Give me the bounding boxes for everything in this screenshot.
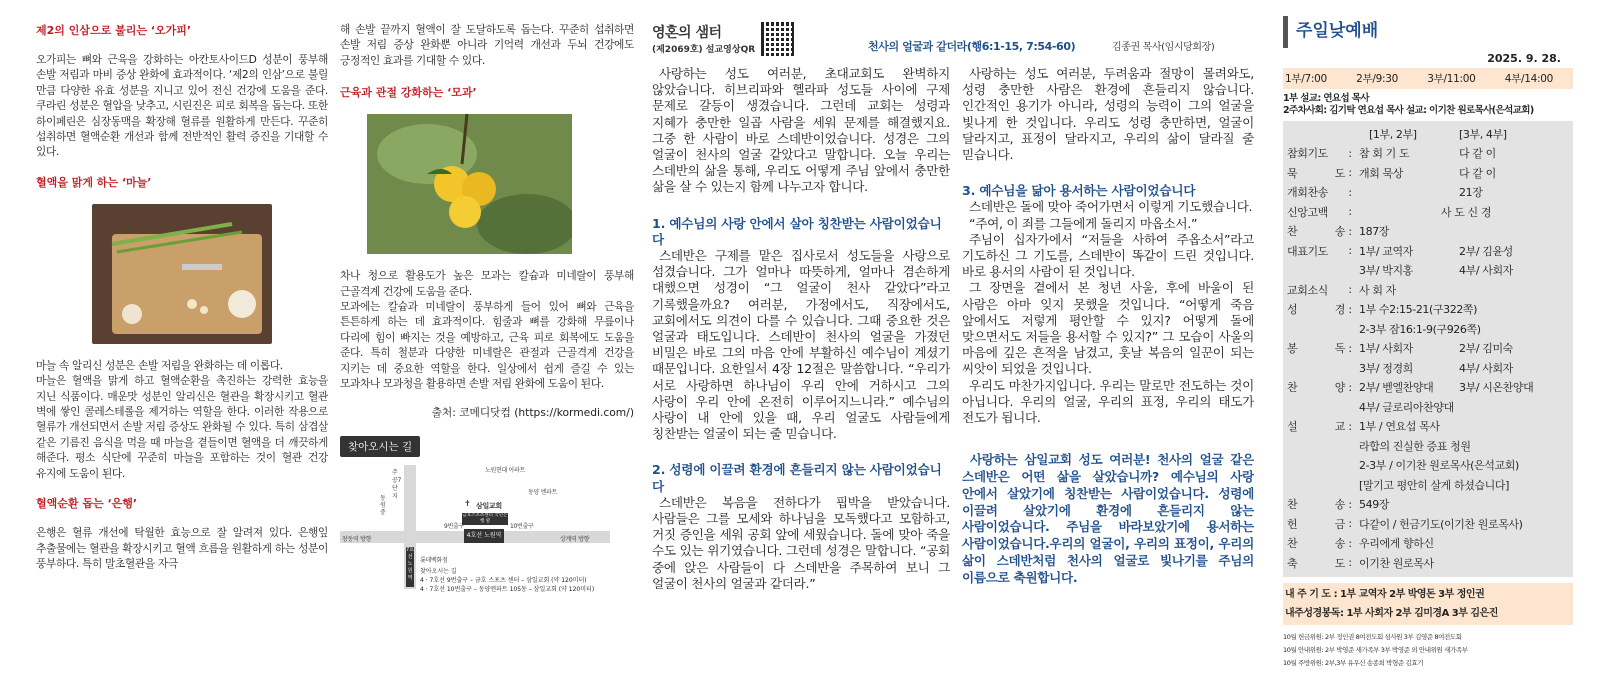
service-times xyxy=(1283,68,1573,89)
sermon-point-1: 1. 예수님의 사랑 안에서 살아 칭찬받는 사람이었습니다 xyxy=(652,215,942,247)
service-time-1: 1부/7:00 xyxy=(1285,73,1327,85)
order-row xyxy=(1283,300,1573,320)
source-credit: 출처: 코메디닷컴 (https://kormedi.com/) xyxy=(431,406,634,420)
map-label-apt: 노원현대 아파트 xyxy=(485,467,526,475)
order-colon: : xyxy=(1348,244,1352,258)
para-ginkgo-cont: 해 손발 끝까지 혈액이 잘 도달하도록 돕는다. 꾸준히 섭취하면 손발 저림 증상 완화뿐 아니라 기억력 개선과 두뇌 건강에도 긍정적인 효과를 기대할 수 있다. xyxy=(340,23,634,67)
sermon-point-2-body: 스데반은 복음을 전하다가 핍박을 받았습니다. 사람들은 그를 모세와 하나님을 모독했다고 모함하고, 거짓 증인을 세워 공회 앞에 세웠습니다. 돌에 맞아 죽을 수도 있는 위기였습니다. 그런데 성경은 말합니다. “공회 중에 앉은 사람들이 다 스데반을 주목하여 보니 그 얼굴이 천사의 얼굴과 같더라.” xyxy=(652,494,950,591)
order-value: 사 회 자 xyxy=(1359,283,1396,297)
sermon-column-1 xyxy=(652,0,950,680)
map-label-exit9: 9번출구 xyxy=(444,523,465,531)
order-head-1: [1부, 2부] xyxy=(1369,127,1417,141)
order-key: 찬 송 xyxy=(1287,498,1345,512)
order-row xyxy=(1283,475,1573,495)
order-value: 4부/ 글로리아찬양대 xyxy=(1359,400,1454,414)
order-value-1: 3부/ 박지홍 xyxy=(1359,264,1413,278)
order-row xyxy=(1283,144,1573,164)
volunteer-3: 10월 주방위원: 2부,3부 유우신 송종희 박형준 김효기 xyxy=(1283,658,1424,667)
prayer-line-2: 내주성경봉독: 1부 사회자 2부 김미경A 3부 김은진 xyxy=(1285,607,1498,619)
order-colon: : xyxy=(1348,283,1352,297)
order-table xyxy=(1283,121,1573,577)
map-label-dongyang: 동양 엔파트 xyxy=(528,489,558,497)
order-value: 1부 수2:15-21(구322쪽) xyxy=(1359,303,1478,317)
heading-garlic: 혈액을 맑게 하는 ‘마늘’ xyxy=(36,175,152,189)
health-column-1 xyxy=(36,22,328,680)
map-label-east: 상계역 방향 xyxy=(560,536,590,544)
order-colon: : xyxy=(1348,536,1352,550)
directions-label: 찾아오시는 길 xyxy=(340,436,420,457)
order-row xyxy=(1283,261,1573,281)
sermon-intro: 사랑하는 성도 여러분, 초대교회도 완벽하지 않았습니다. 히브리파와 헬라파 성도들 사이에 구제 문제로 갈등이 생겼습니다. 그런데 교회는 성령과 지혜가 충만한 일곱 사람을 세워 문제를 해결했지요. 그중 한 사람이 바로 스데반이었습니다. 성경은 그의 얼굴이 천사의 얼굴 같았다고 말합니다. 오늘 우리는 스데반의 삶을 통해, 우리도 어떻게 주님 앞에서 충만한 삶을 살 수 있는지 함께 나누고자 합니다. xyxy=(652,66,950,195)
map-label-west: 창동역 방향 xyxy=(342,536,372,544)
order-key: 찬 양 xyxy=(1287,381,1345,395)
heading-ginkgo: 혈액순환 돕는 ‘은행’ xyxy=(36,497,138,511)
order-row xyxy=(1283,397,1573,417)
order-head-2: [3부, 4부] xyxy=(1459,127,1507,141)
order-value: 라합의 진실한 증표 청원 xyxy=(1359,439,1471,453)
worship-order xyxy=(1283,0,1573,680)
order-value-2: 2부/ 김미숙 xyxy=(1459,342,1513,356)
heading-ogapi: 제2의 인삼으로 불리는 ‘오가피’ xyxy=(36,24,192,37)
order-key: 찬 송 xyxy=(1287,537,1345,551)
order-colon: : xyxy=(1348,556,1352,570)
church-map xyxy=(340,465,620,589)
order-key: 신앙고백 xyxy=(1287,205,1328,219)
order-row xyxy=(1283,436,1573,456)
map-label-church: 삼일교회 xyxy=(476,502,502,511)
map-church-icon: ✝ xyxy=(464,499,471,509)
sermon-point-3: 3. 예수님을 닮아 용서하는 사람이었습니다 xyxy=(962,183,1196,199)
order-row xyxy=(1283,534,1573,554)
order-key: 축 도 xyxy=(1287,556,1345,570)
order-row xyxy=(1283,339,1573,359)
order-value: 사 도 신 경 xyxy=(1440,205,1492,219)
order-row xyxy=(1283,553,1573,573)
order-key: 묵 도 xyxy=(1287,166,1345,180)
volunteer-2: 10월 안내위원: 2부 박영준 새가족부 3부 박영준 외 안내위원 새가족부 xyxy=(1283,645,1468,654)
heading-quince: 근육과 관절 강화하는 ‘모과’ xyxy=(340,86,477,100)
order-row xyxy=(1283,456,1573,476)
volunteer-info xyxy=(1283,631,1573,670)
order-value: 이기찬 원로목사 xyxy=(1359,556,1434,570)
health-column-2 xyxy=(340,22,634,680)
order-colon: : xyxy=(1348,380,1352,394)
order-colon: : xyxy=(1348,341,1352,355)
preacher-info xyxy=(1283,93,1573,117)
order-value: 187장 xyxy=(1359,225,1390,239)
order-colon: : xyxy=(1348,302,1352,316)
sermon-point-1-body: 스데반은 구제를 맡은 집사로서 성도들을 사랑으로 섬겼습니다. 그가 얼마나 따뜻하게, 얼마나 겸손하게 대했으면 성경이 “그 얼굴이 천사 같았다”라고 기록했을까요? 여러분, 가정에서도, 직장에서도, 교회에서도 의견이 다를 수 있습니다. 그때 중요한 것은 얼굴과 태도입니다. 스데반이 천사의 얼굴을 가졌던 비밀은 바로 그의 마음 안에 부활하신 예수님이 계셨기 때문입니다. 요한일서 4장 12절은 말씀합니다. “우리가 서로 사랑하면 하나님이 우리 안에 거하시고 그의 사랑이 우리 안에 온전히 이루어지느니라.” 예수님의 사랑이 내 안에 있을 때, 우리 얼굴도 사람들에게 칭찬받는 얼굴이 되는 줄 믿습니다. xyxy=(652,248,950,442)
map-label-line7: 7호선 노원역 xyxy=(406,547,414,587)
garlic-photo xyxy=(92,204,272,344)
worship-date: 2025. 9. 28. xyxy=(1487,52,1561,65)
order-row xyxy=(1283,417,1573,437)
order-row xyxy=(1283,241,1573,261)
order-colon: : xyxy=(1348,224,1352,238)
order-row xyxy=(1283,183,1573,203)
order-value: 2-3부 / 이기찬 원로목사(은석교회) xyxy=(1359,459,1519,473)
para-quince-summary: 차나 청으로 활용도가 높은 모과는 칼슘과 미네랄이 풍부해 근골격계 건강에 도움을 준다. xyxy=(340,269,634,298)
order-colon: : xyxy=(1348,205,1352,219)
order-value: 1부 / 연요섭 목사 xyxy=(1359,420,1440,434)
order-value-2: 다 같 이 xyxy=(1459,166,1496,180)
order-row xyxy=(1283,358,1573,378)
order-colon: : xyxy=(1348,419,1352,433)
sermon-conclusion: 사랑하는 삼일교회 성도 여러분! 천사의 얼굴 같은 스데반은 어떤 삶을 살았습니까? 예수님의 사랑 안에서 살았기에 칭찬받는 사람이었습니다. 성령에 이끌려 살았기에 환경에 흔들리지 않는 사람이었습니다. 주님을 바라보았기에 용서하는 사람이었습니다.우리의 얼굴이, 우리의 표정이, 우리의 삶이 스데반처럼 천사의 얼굴로 빛나기를 주님의 이름으로 축원합니다. xyxy=(962,452,1254,585)
order-value: 549장 xyxy=(1359,498,1390,512)
order-colon: : xyxy=(1348,517,1352,531)
order-key: 봉 독 xyxy=(1287,342,1345,356)
preacher-info-1: 1부 설교: 연요섭 목사 xyxy=(1283,93,1369,104)
worship-title: 주일낮예배 xyxy=(1283,16,1573,48)
order-colon: : xyxy=(1348,166,1352,180)
order-key: 헌 금 xyxy=(1287,517,1345,531)
order-row xyxy=(1283,378,1573,398)
order-colon: : xyxy=(1348,497,1352,511)
map-label-lotte: 롯데백화점 xyxy=(420,557,448,565)
order-row xyxy=(1283,163,1573,183)
para-ogapi: 오가피는 뼈와 근육을 강화하는 아칸토사이드D 성분이 풍부해 손발 저림과 마비 증상 완화에 효과적이다. ‘제2의 인삼’으로 불릴 만큼 다양한 유효 성분을 지니고 있어 전신 건강에 도움을 준다. 쿠라린 성분은 혈압을 낮추고, 시린진은 피로 회복을 돕는다. 또한 하이페린은 심장동맥을 확장해 혈류를 원활하게 만든다. 꾸준히 섭취하면 혈액순환 개선과 함께 전반적인 활력 증진을 기대할 수 있다. xyxy=(36,53,328,159)
order-value-2: 21장 xyxy=(1459,186,1483,200)
order-value-1: 2부/ 벧엘찬양대 xyxy=(1359,381,1434,395)
sermon-author: 김종권 목사(임시당회장) xyxy=(1112,42,1215,53)
service-time-4: 4부/14:00 xyxy=(1504,73,1553,85)
order-row xyxy=(1283,514,1573,534)
volunteer-1: 10월 헌금위원: 2부 정인권 8여전도회 섬사원 3부 김영준 8여전도회 xyxy=(1283,632,1462,641)
quince-photo xyxy=(367,114,572,254)
service-time-3: 3부/11:00 xyxy=(1427,73,1476,85)
order-header xyxy=(1283,124,1573,144)
order-key: 대표기도 xyxy=(1287,244,1328,258)
map-label-cross: 4호선 노원역 xyxy=(464,529,504,543)
sermon-point-3-body-2: 주님이 십자가에서 “저들을 사하여 주옵소서”라고 기도하신 그 기도를, 스데반이 똑같이 드린 것입니다. 바로 용서의 사람이 된 것입니다. xyxy=(962,231,1254,280)
service-time-2: 2부/9:30 xyxy=(1356,73,1398,85)
order-row xyxy=(1283,495,1573,515)
para-garlic-summary: 마늘 속 알리신 성분은 손발 저림을 완화하는 데 이롭다. xyxy=(36,358,283,372)
map-label-jugong: 주공7단지 xyxy=(392,469,402,501)
prayer-line-1: 내 주 기 도 : 1부 교역자 2부 박영돈 3부 정인권 xyxy=(1285,588,1485,600)
directions-1: 4 · 7호선 9번출구 – 금호 스포츠 센터 – 삼일교회 (약 120미터) xyxy=(420,577,587,585)
order-key: 참회기도 xyxy=(1287,147,1328,161)
sermon-point-3-quote: “주여, 이 죄를 그들에게 돌리지 마옵소서.” xyxy=(969,215,1198,231)
sermon-point-3-body-4: 우리도 마찬가지입니다. 우리는 말로만 전도하는 것이 아닙니다. 우리의 얼굴, 우리의 표정, 우리의 태도가 전도가 됩니다. xyxy=(962,377,1254,426)
order-value: 다같이 / 헌금기도(이기찬 원로목사) xyxy=(1359,517,1523,531)
map-label-center: 금호스포츠센터 국민은행 옆 xyxy=(462,513,508,525)
order-key: 성 경 xyxy=(1287,303,1345,317)
order-row xyxy=(1283,280,1573,300)
map-label-exit10: 10번출구 xyxy=(510,523,534,531)
para-quince: 모과에는 칼슘과 미네랄이 풍부하게 들어 있어 뼈와 근육을 튼튼하게 하는 데 효과적이다. 힘줄과 뼈를 강화해 무릎이나 다리에 힘이 빠지는 것을 예방하고, 근육 피로 회복에도 도움을 준다. 특히 철분과 다양한 미네랄은 관절과 근골격계 건강을 지키는 데 중요한 역할을 한다. 일상에서 쉽게 즐길 수 있는 모과차나 모과청을 활용하면 손발 저림 완화에 도움이 된다. xyxy=(340,300,634,391)
order-value-2: 3부/ 시온찬양대 xyxy=(1459,381,1534,395)
prayer-section xyxy=(1283,583,1573,625)
newsletter-title: 영혼의 샘터 xyxy=(652,25,722,41)
order-key: 찬 송 xyxy=(1287,225,1345,239)
order-key: 교회소식 xyxy=(1287,283,1328,297)
sermon-title: 천사의 얼굴과 같더라(행6:1-15, 7:54-60) xyxy=(868,40,1076,53)
order-value: [말기고 평안히 살게 하셨습니다] xyxy=(1359,478,1510,492)
directions-2: 4 · 7호선 10번출구 – 동양엔파트 105동 – 삼일교회 (약 120미터) xyxy=(420,586,595,594)
order-value-1: 개회 묵상 xyxy=(1359,166,1404,180)
order-key: 개회찬송 xyxy=(1287,186,1328,200)
order-value-2: 2부/ 김윤성 xyxy=(1459,244,1513,258)
order-colon: : xyxy=(1348,146,1352,160)
order-value-1: 1부/ 사회자 xyxy=(1359,342,1413,356)
order-row xyxy=(1283,202,1573,222)
issue-number: (제2069호) 설교영상QR xyxy=(652,45,756,55)
sermon-column-2 xyxy=(962,0,1254,680)
sermon-point-2: 2. 성령에 이끌려 환경에 흔들리지 않는 사람이었습니다 xyxy=(652,462,942,494)
map-label-school: 동원중 xyxy=(380,495,386,517)
order-value-1: 참 회 기 도 xyxy=(1359,147,1410,161)
directions-title: 찾아오시는 길 xyxy=(420,568,457,576)
order-value-1: 1부/ 교역자 xyxy=(1359,244,1413,258)
order-row xyxy=(1283,222,1573,242)
order-row xyxy=(1283,319,1573,339)
sermon-point-3-body: 스데반은 돌에 맞아 죽어가면서 이렇게 기도했습니다. xyxy=(969,199,1253,215)
order-value-1: 3부/ 정경희 xyxy=(1359,361,1413,375)
para-ginkgo: 은행은 혈류 개선에 탁월한 효능으로 잘 알려져 있다. 은행잎 추출물에는 혈관을 확장시키고 혈액 흐름을 원활하게 하는 성분이 풍부하다. 특히 말초혈관을 자극 xyxy=(36,526,328,570)
order-value: 우리에게 향하신 xyxy=(1359,537,1434,551)
order-key: 설 교 xyxy=(1287,420,1345,434)
sermon-point-3-body-3: 그 장면을 곁에서 본 청년 사울, 후에 바울이 된 사람은 아마 잊지 못했을 것입니다. “어떻게 죽음 앞에서도 저렇게 평안할 수 있지? 어떻게 돌에 맞으면서도 저들을 용서할 수 있지?” 그 모습이 사울의 마음에 깊은 흔적을 남겼고, 훗날 복음의 일꾼이 되는 씨앗이 되었을 것입니다. xyxy=(962,280,1254,377)
qr-code-icon[interactable] xyxy=(761,22,795,56)
order-value-2: 다 같 이 xyxy=(1459,147,1496,161)
para-garlic: 마늘은 혈액을 맑게 하고 혈액순환을 촉진하는 강력한 효능을 지닌 식품이다. 매운맛 성분인 알리신은 혈관을 확장시키고 혈관 벽에 쌓인 콜레스테롤을 제거하는 역할을 한다. 이러한 작용으로 혈류가 개선되면서 손발 저림 증상도 완화될 수 있다. 특히 삼겹살 같은 기름진 음식을 먹을 때 마늘을 곁들이면 혈액을 더 깨끗하게 해준다. 평소 식단에 꾸준히 마늘을 포함하는 것이 혈관 건강 유지에 도움이 된다. xyxy=(36,374,328,480)
order-value-2: 4부/ 사회자 xyxy=(1459,361,1513,375)
preacher-info-2: 2주차사회: 김기탁 연요섭 목사 설교: 이기찬 원로목사(은석교회) xyxy=(1283,105,1534,116)
order-value-2: 4부/ 사회자 xyxy=(1459,264,1513,278)
order-colon: : xyxy=(1348,185,1352,199)
sermon-point-2-cont: 사랑하는 성도 여러분, 두려움과 절망이 몰려와도, 성령 충만한 사람은 환경에 흔들리지 않습니다. 인간적인 용기가 아니라, 성령의 능력이 그의 얼굴을 빛나게 한 것입니다. 우리도 성령 충만하면, 얼굴이 달라지고, 표정이 달라지고, 우리의 삶이 달라질 줄 믿습니다. xyxy=(962,66,1254,163)
order-value: 2-3부 잠16:1-9(구926쪽) xyxy=(1359,322,1481,336)
